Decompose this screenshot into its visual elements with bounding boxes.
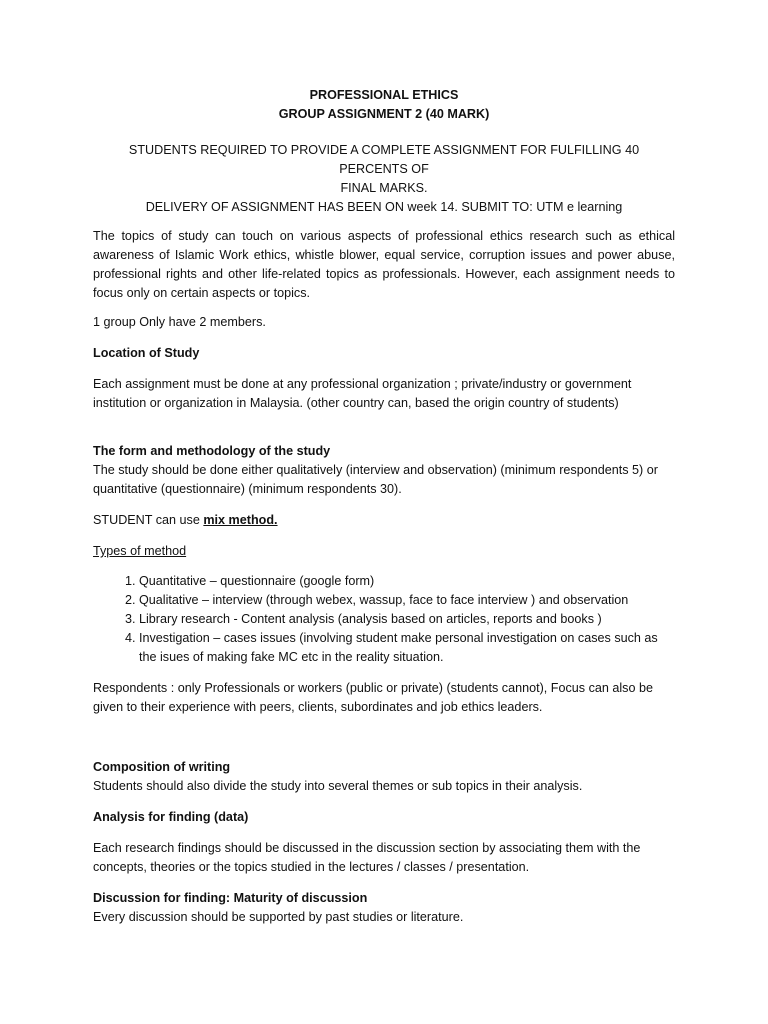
requirement-block bbox=[93, 141, 675, 217]
topics-paragraph: The topics of study can touch on various aspects of professional ethics research such as ethical awareness of Islamic Work ethics, whistle blower, equal service, corruption issues and power abuse, professional rights and other life-related topics as professionals. However, each assignment needs to focus only on certain aspects or topics. bbox=[93, 229, 675, 300]
title-line-1: PROFESSIONAL ETHICS bbox=[309, 88, 459, 102]
respondents-text: Respondents : only Professionals or workers (public or private) (students cannot), Focus can also be given to their experience with peers, clients, subordinates and job ethics leaders. bbox=[93, 681, 653, 714]
mix-method-prefix: STUDENT can use bbox=[93, 513, 204, 527]
location-heading: Location of Study bbox=[93, 346, 200, 360]
discussion-body: Every discussion should be supported by past studies or literature. bbox=[93, 910, 464, 924]
document-page bbox=[93, 86, 675, 927]
composition-heading: Composition of writing bbox=[93, 760, 231, 774]
composition-body: Students should also divide the study into several themes or sub topics in their analysis. bbox=[93, 779, 583, 793]
methods-list bbox=[93, 572, 675, 667]
mix-method-emphasis: mix method. bbox=[203, 513, 278, 527]
mix-method-text bbox=[93, 511, 675, 530]
analysis-heading: Analysis for finding (data) bbox=[93, 810, 249, 824]
requirement-line-2: FINAL MARKS. bbox=[340, 181, 428, 195]
location-body: Each assignment must be done at any professional organization ; private/industry or government institution or organization in Malaysia. (other country can, based the origin country of students) bbox=[93, 377, 632, 410]
methodology-body: The study should be done either qualitatively (interview and observation) (minimum respondents 5) or quantitative (questionnaire) (minimum respondents 30). bbox=[93, 463, 658, 496]
list-item: 1. Quantitative – questionnaire (google form) bbox=[139, 572, 675, 591]
list-item: 2. Qualitative – interview (through webex, wassup, face to face interview ) and observation bbox=[139, 591, 675, 610]
requirement-line-1: STUDENTS REQUIRED TO PROVIDE A COMPLETE ASSIGNMENT FOR FULFILLING 40 PERCENTS OF bbox=[128, 143, 640, 176]
list-item: 3. Library research - Content analysis (analysis based on articles, reports and books ) bbox=[139, 610, 675, 629]
methodology-heading: The form and methodology of the study bbox=[93, 444, 331, 458]
analysis-body: Each research findings should be discussed in the discussion section by associating them with the concepts, theories or the topics studied in the lectures / classes / presentation. bbox=[93, 841, 641, 874]
delivery-line: DELIVERY OF ASSIGNMENT HAS BEEN ON week 14. SUBMIT TO: UTM e learning bbox=[145, 200, 623, 214]
title-line-2: GROUP ASSIGNMENT 2 (40 MARK) bbox=[278, 107, 490, 121]
group-size-text: 1 group Only have 2 members. bbox=[93, 315, 266, 329]
types-of-method-heading: Types of method bbox=[93, 544, 187, 558]
discussion-heading: Discussion for finding: Maturity of discussion bbox=[93, 891, 368, 905]
list-item: 4. Investigation – cases issues (involving student make personal investigation on cases such as the isues of making fake MC etc in the reality situation. bbox=[139, 629, 675, 667]
document-title bbox=[93, 86, 675, 124]
